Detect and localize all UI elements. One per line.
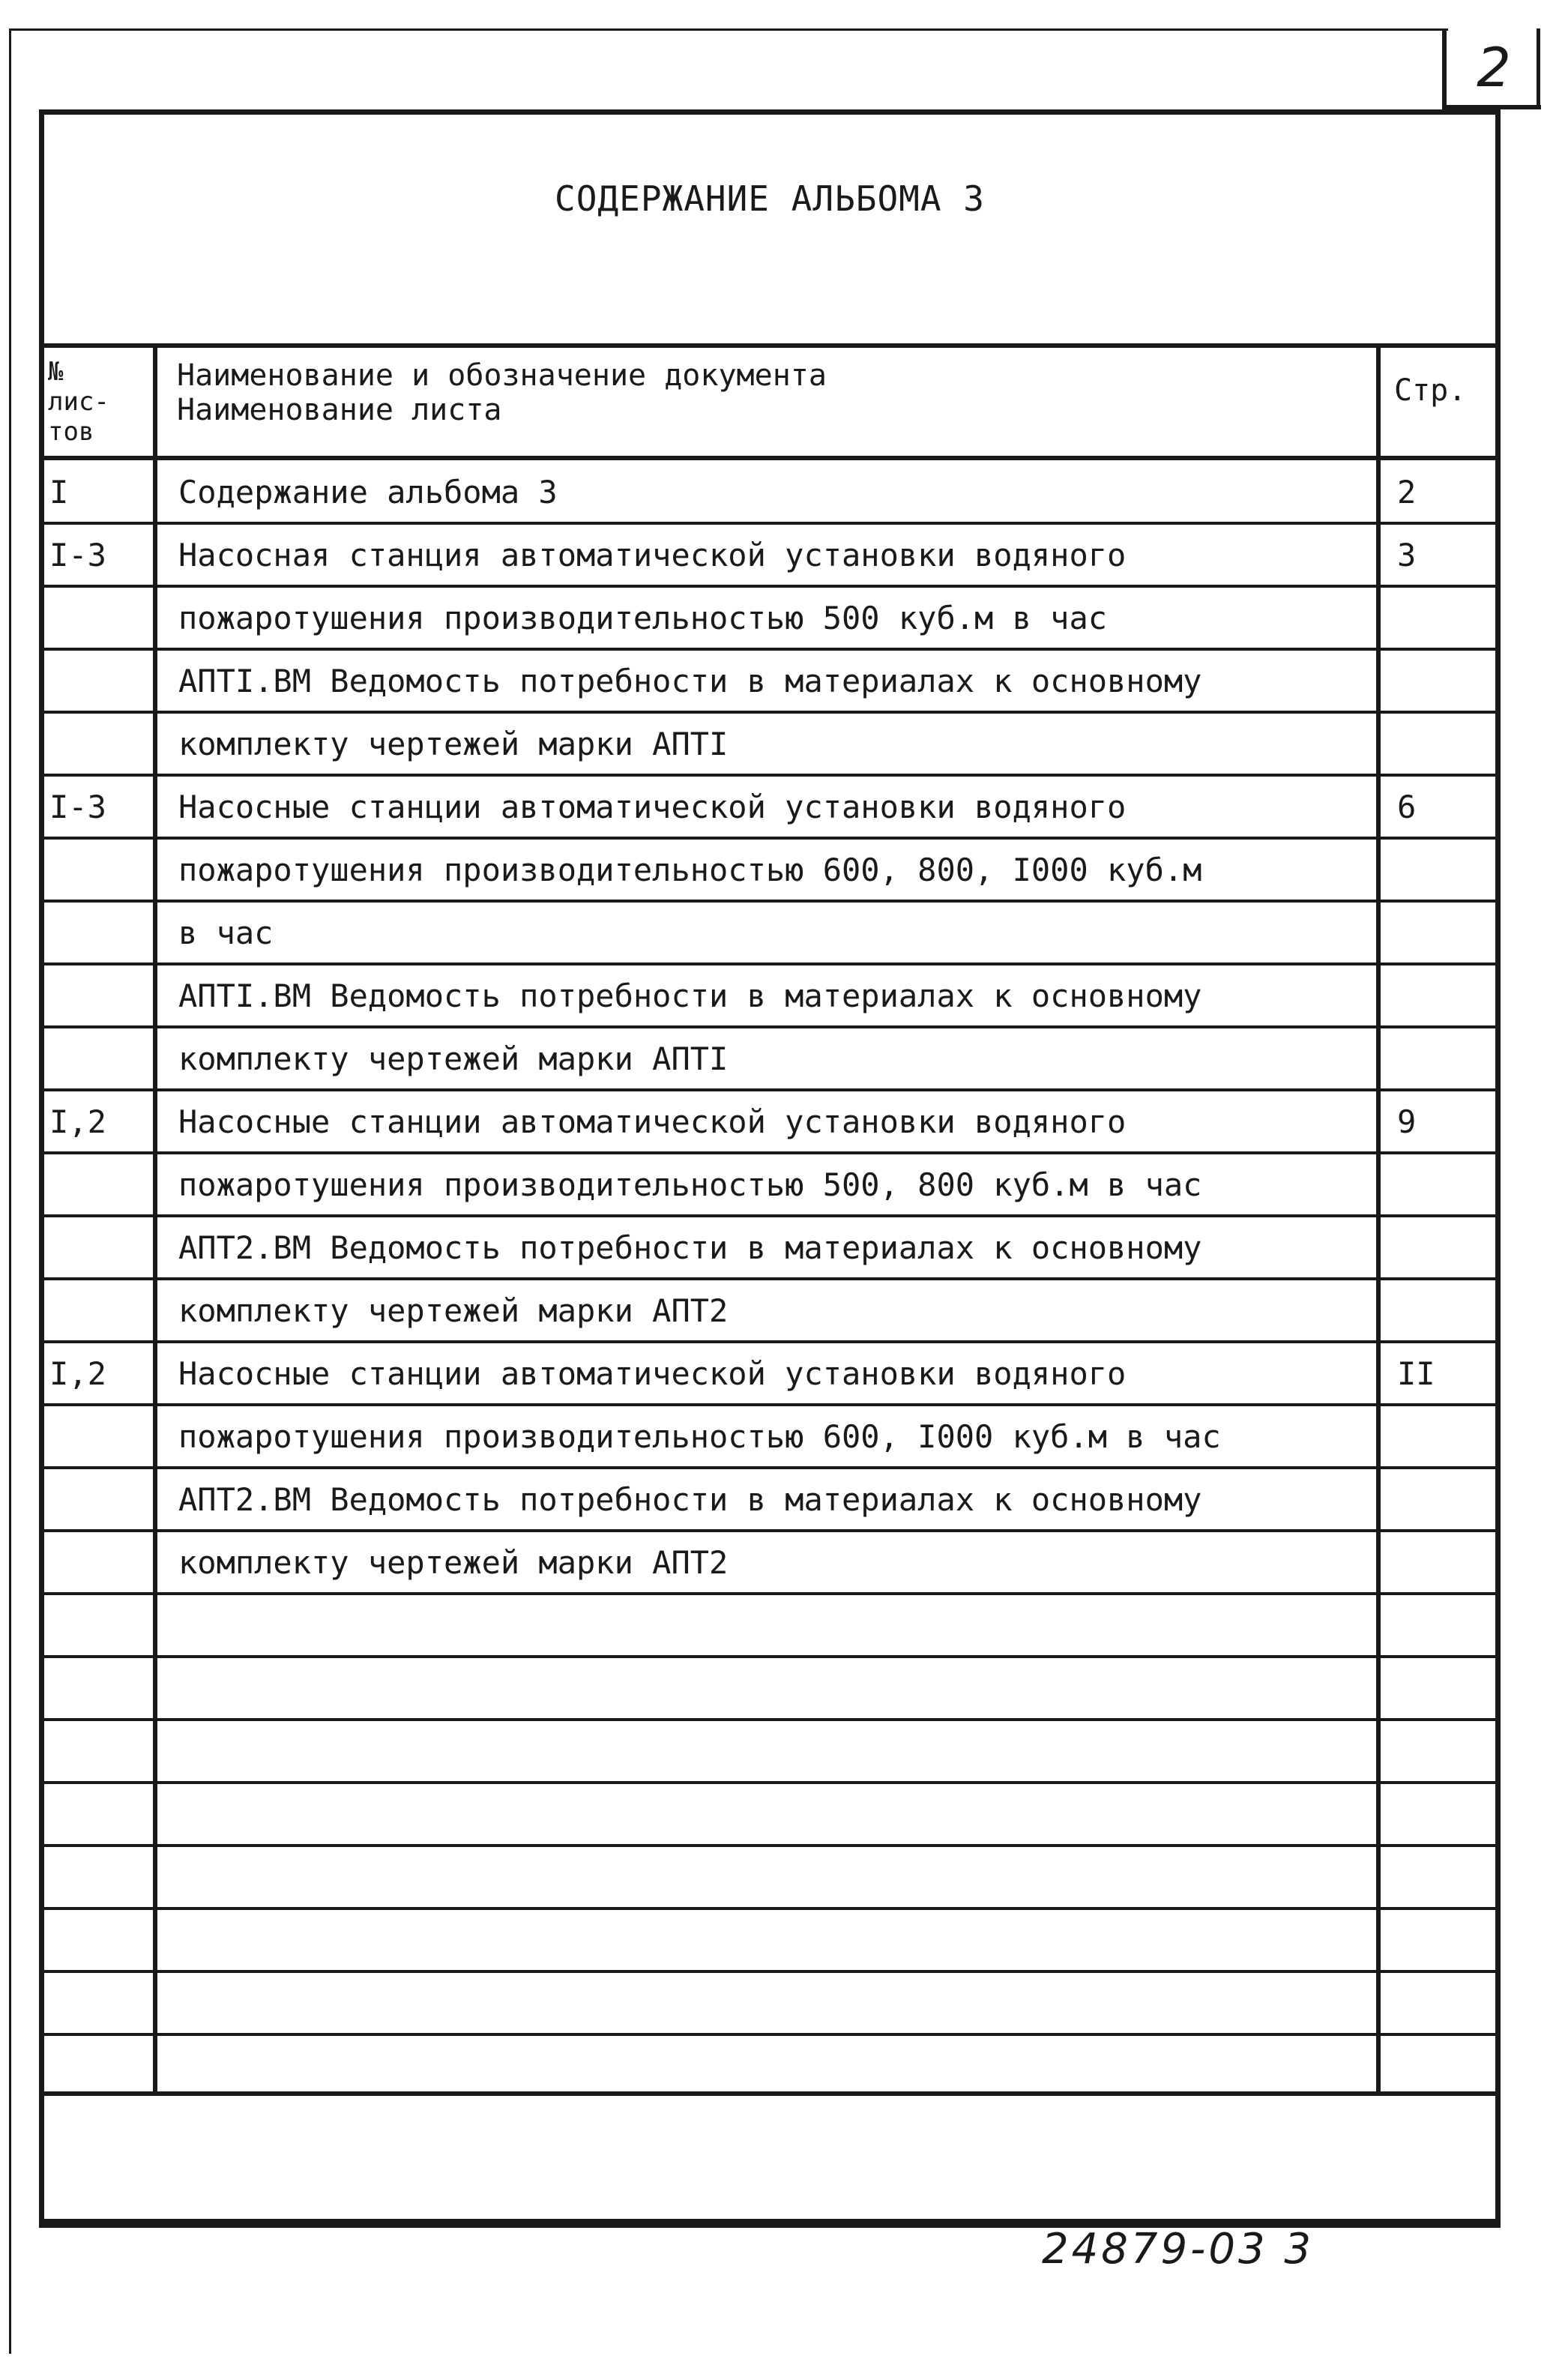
row-sheets: I	[49, 474, 69, 510]
row-name: АПТI.ВМ Ведомость потребности в материалах к основному	[178, 663, 1202, 699]
header-bottom-line	[44, 456, 1495, 460]
row-divider	[44, 837, 1495, 840]
row-divider	[44, 648, 1495, 651]
row-name: Насосная станция автоматической установки водяного	[178, 537, 1127, 573]
header-name-line-2: Наименование листа	[177, 393, 502, 427]
row-divider	[44, 900, 1495, 903]
page-number: 2	[1477, 36, 1511, 99]
header-sheets-line-3: тов	[48, 417, 94, 447]
row-name: АПТ2.ВМ Ведомость потребности в материалах к основному	[178, 1229, 1202, 1266]
row-divider	[44, 585, 1495, 588]
row-name: комплекту чертежей марки АПТI	[178, 726, 729, 762]
row-name: Насосные станции автоматической установки водяного	[178, 789, 1127, 825]
row-name: АПТI.ВМ Ведомость потребности в материалах к основному	[178, 977, 1202, 1014]
top-margin-line	[9, 28, 1448, 31]
row-divider	[44, 1781, 1495, 1784]
row-name: комплекту чертежей марки АПТI	[178, 1040, 729, 1077]
row-divider	[44, 1529, 1495, 1532]
row-page: 6	[1397, 789, 1417, 825]
row-name: пожаротушения производительностью 500 куб.м в час	[178, 600, 1108, 636]
row-divider	[44, 1907, 1495, 1910]
row-name: пожаротушения производительностью 600, 800, I000 куб.м	[178, 852, 1202, 888]
row-divider	[44, 1277, 1495, 1280]
row-page: II	[1397, 1355, 1435, 1392]
row-page: 3	[1397, 537, 1417, 573]
table-bottom-line	[44, 2091, 1495, 2096]
column-divider-sheets	[153, 348, 157, 2094]
header-name	[177, 358, 827, 427]
row-divider	[44, 1718, 1495, 1721]
row-divider	[44, 1088, 1495, 1091]
row-name: Насосные станции автоматической установки водяного	[178, 1103, 1127, 1140]
row-divider	[44, 1340, 1495, 1343]
header-sheets-line-1: №	[48, 357, 64, 387]
row-divider	[44, 774, 1495, 777]
row-divider	[44, 1592, 1495, 1595]
row-divider	[44, 962, 1495, 965]
row-divider	[44, 1214, 1495, 1217]
row-name: пожаротушения производительностью 600, I000 куб.м в час	[178, 1418, 1221, 1455]
row-divider	[44, 1970, 1495, 1973]
row-divider	[44, 1655, 1495, 1658]
row-name: Насосные станции автоматической установки водяного	[178, 1355, 1127, 1392]
row-page: 9	[1397, 1103, 1417, 1140]
header-sheets	[48, 357, 109, 447]
row-divider	[44, 1151, 1495, 1154]
row-divider	[44, 1403, 1495, 1406]
document-code: 24879-03 3	[1042, 2225, 1315, 2274]
row-name: комплекту чертежей марки АПТ2	[178, 1292, 729, 1329]
row-name: Содержание альбома 3	[178, 474, 558, 510]
column-divider-page	[1376, 348, 1381, 2094]
row-divider	[44, 2033, 1495, 2036]
title-separator	[39, 343, 1501, 348]
row-name: комплекту чертежей марки АПТ2	[178, 1544, 729, 1581]
page-number-box	[1442, 28, 1541, 109]
row-divider	[44, 1844, 1495, 1847]
left-margin-line	[9, 30, 11, 2354]
row-sheets: I,2	[49, 1355, 106, 1392]
row-name: в час	[178, 915, 274, 951]
row-name: пожаротушения производительностью 500, 800 куб.м в час	[178, 1166, 1202, 1203]
row-divider	[44, 1025, 1495, 1028]
row-page: 2	[1397, 474, 1417, 510]
row-sheets: I,2	[49, 1103, 106, 1140]
page-title: СОДЕРЖАНИЕ АЛЬБОМА 3	[555, 178, 985, 219]
row-divider	[44, 1466, 1495, 1469]
frame-bottom-line	[39, 2219, 1501, 2224]
row-sheets: I-3	[49, 789, 106, 825]
header-sheets-line-2: лис-	[48, 387, 109, 417]
row-divider	[44, 711, 1495, 714]
header-page: Стр.	[1394, 373, 1467, 408]
row-divider	[44, 522, 1495, 525]
row-name: АПТ2.ВМ Ведомость потребности в материалах к основному	[178, 1481, 1202, 1518]
row-sheets: I-3	[49, 537, 106, 573]
header-name-line-1: Наименование и обозначение документа	[177, 358, 827, 393]
